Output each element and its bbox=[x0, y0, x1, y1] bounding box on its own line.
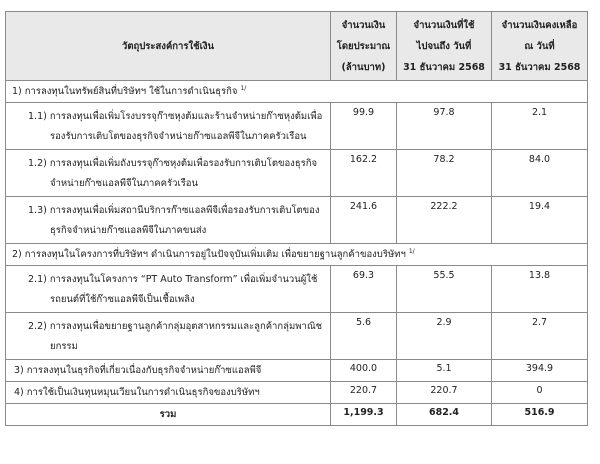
header-remaining: จำนวนเงินคงเหลือ ณ วันที่ 31 ธันวาคม 2568 bbox=[492, 12, 588, 81]
total-row bbox=[6, 404, 588, 426]
section-row bbox=[6, 81, 588, 103]
used-cell: 55.5 bbox=[397, 266, 492, 313]
amount-cell: 162.2 bbox=[331, 150, 397, 197]
amount-cell: 5.6 bbox=[331, 313, 397, 360]
remaining-cell: 2.1 bbox=[492, 103, 588, 150]
total-label: รวม bbox=[6, 404, 331, 426]
row-label: 1.2) การลงทุนเพื่อเพิ่มถังบรรจุก๊าซหุงต้มเพื่อรองรับการเติบโตของธุรกิจจำหน่ายก๊าซแอลพีจีในภาคครัวเรือน bbox=[6, 150, 331, 197]
table-row bbox=[6, 382, 588, 404]
header-purpose: วัตถุประสงค์การใช้เงิน bbox=[6, 12, 331, 81]
used-cell: 222.2 bbox=[397, 197, 492, 244]
amount-cell: 220.7 bbox=[331, 382, 397, 404]
use-of-proceeds-table bbox=[5, 11, 588, 426]
total-amount: 1,199.3 bbox=[331, 404, 397, 426]
section-row bbox=[6, 244, 588, 266]
total-remaining: 516.9 bbox=[492, 404, 588, 426]
amount-cell: 99.9 bbox=[331, 103, 397, 150]
remaining-cell: 2.7 bbox=[492, 313, 588, 360]
row-label: 4) การใช้เป็นเงินทุนหมุนเวียนในการดำเนินธุรกิจของบริษัทฯ bbox=[6, 382, 331, 404]
used-cell: 2.9 bbox=[397, 313, 492, 360]
footnote-marker: 1/ bbox=[408, 248, 415, 255]
remaining-cell: 394.9 bbox=[492, 360, 588, 382]
used-cell: 220.7 bbox=[397, 382, 492, 404]
table-row bbox=[6, 313, 588, 360]
header-used: จำนวนเงินที่ใช้ ไปจนถึง วันที่ 31 ธันวาคม 2568 bbox=[397, 12, 492, 81]
header-amount: จำนวนเงิน โดยประมาณ (ล้านบาท) bbox=[331, 12, 397, 81]
amount-cell: 400.0 bbox=[331, 360, 397, 382]
row-label: 1.3) การลงทุนเพื่อเพิ่มสถานีบริการก๊าซแอลพีจีเพื่อรองรับการเติบโตของธุรกิจจำหน่ายก๊าซแอลพีจีในภาคขนส่ง bbox=[6, 197, 331, 244]
table-row bbox=[6, 266, 588, 313]
amount-cell: 241.6 bbox=[331, 197, 397, 244]
used-cell: 97.8 bbox=[397, 103, 492, 150]
used-cell: 78.2 bbox=[397, 150, 492, 197]
total-used: 682.4 bbox=[397, 404, 492, 426]
remaining-cell: 84.0 bbox=[492, 150, 588, 197]
table-header-row bbox=[6, 12, 588, 81]
row-label: 1.1) การลงทุนเพื่อเพิ่มโรงบรรจุก๊าซหุงต้มและร้านจำหน่ายก๊าซหุงต้มเพื่อรองรับการเติบโตของธุรกิจจำหน่ายก๊าซแอลพีจีในภาคครัวเรือน bbox=[6, 103, 331, 150]
section-1-title: 1) การลงทุนในทรัพย์สินที่บริษัทฯ ใช้ในการดำเนินธุรกิจ $^{1/}$ bbox=[6, 81, 588, 103]
row-label: 2.2) การลงทุนเพื่อขยายฐานลูกค้ากลุ่มอุตสาหกรรมและลูกค้ากลุ่มพาณิชยกรรม bbox=[6, 313, 331, 360]
table-row bbox=[6, 360, 588, 382]
table-row bbox=[6, 197, 588, 244]
used-cell: 5.1 bbox=[397, 360, 492, 382]
row-label: 2.1) การลงทุนในโครงการ “PT Auto Transform” เพื่อเพิ่มจำนวนผู้ใช้รถยนต์ที่ใช้ก๊าซแอลพีจีเป็นเชื้อเพลิง bbox=[6, 266, 331, 313]
row-label: 3) การลงทุนในธุรกิจที่เกี่ยวเนื่องกับธุรกิจจำหน่ายก๊าซแอลพีจี bbox=[6, 360, 331, 382]
remaining-cell: 0 bbox=[492, 382, 588, 404]
footnote-marker: 1/ bbox=[240, 85, 247, 92]
remaining-cell: 19.4 bbox=[492, 197, 588, 244]
amount-cell: 69.3 bbox=[331, 266, 397, 313]
table-row bbox=[6, 150, 588, 197]
section-2-title: 2) การลงทุนในโครงการที่บริษัทฯ ดำเนินการอยู่ในปัจจุบันเพิ่มเติม เพื่อขยายฐานลูกค้าของบริษัทฯ $^{1/}$ bbox=[6, 244, 588, 266]
table-row bbox=[6, 103, 588, 150]
remaining-cell: 13.8 bbox=[492, 266, 588, 313]
